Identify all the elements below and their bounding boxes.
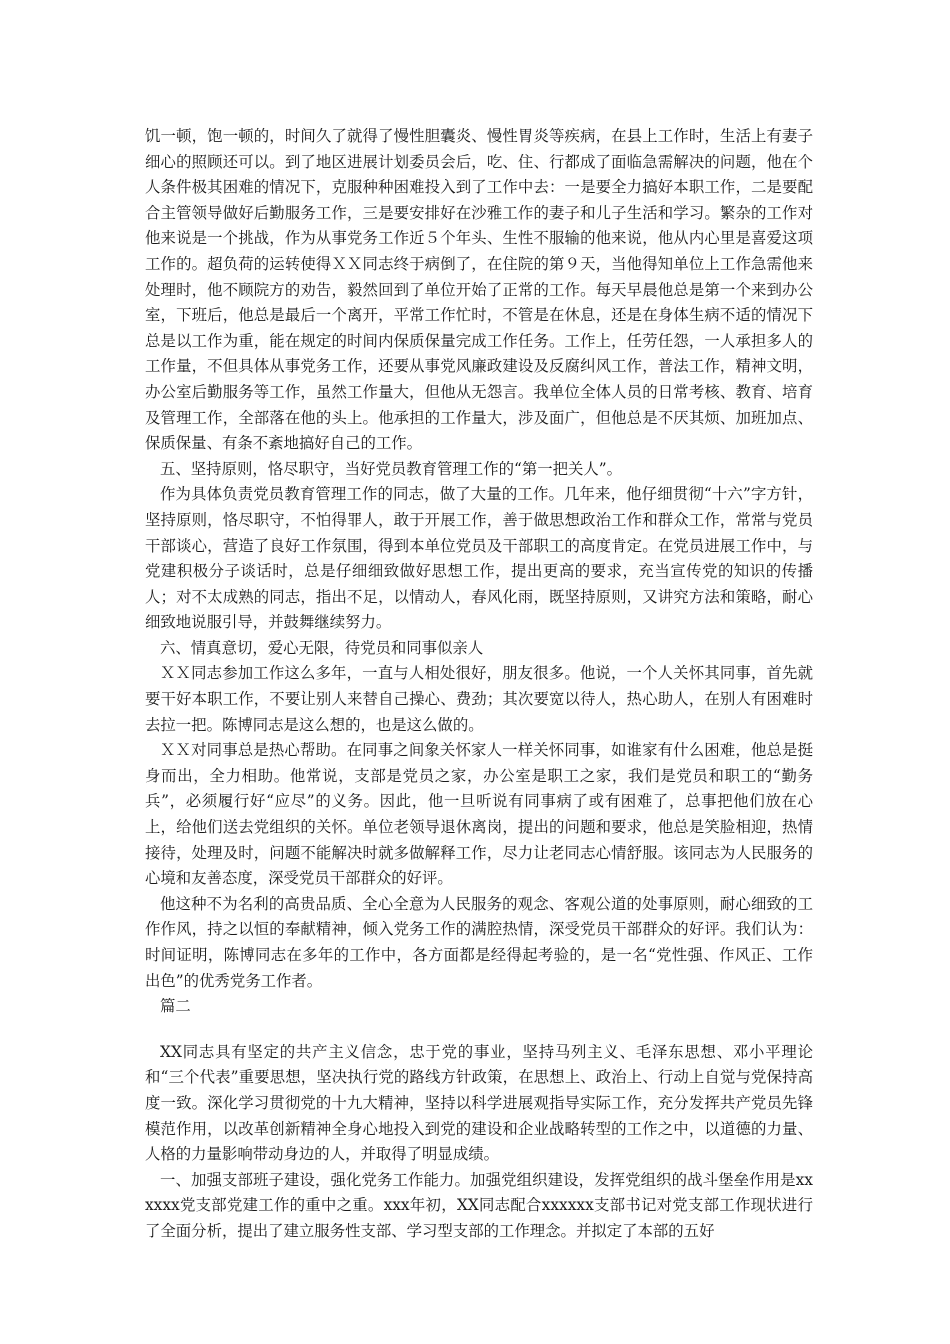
paragraph-helping-colleagues: ＸＸ对同事总是热心帮助。在同事之间象关怀家人一样关怀同事，如谁家有什么困难，他总是挺身而出，全力相助。他常说，支部是党员之家，办公室是职工之家，我们是党员和职工的“勤务兵”，必须履行好“应尽”的义务。因此，他一旦听说有同事病了或有困难了，总事把他们放在心上，给他们送去党组织的关怀。单位老领导退休离岗，提出的问题和要求，他总是笑脸相迎，热情接待，处理及时，问题不能解决时就多做解释工作，尽力让老同志心情舒服。该同志为人民服务的心境和友善态度，深受党员干部群众的好评。 [145, 741, 813, 888]
document-body [145, 124, 813, 1245]
section-heading-six: 六、情真意切，爱心无限，待党员和同事似亲人 [160, 638, 484, 657]
paragraph-colleague-relations: ＸＸ同志参加工作这么多年，一直与人相处很好，朋友很多。他说，一个人关怀其同事，首先就要干好本职工作，不要让别人来替自己操心、费劲；其次要宽以待人，热心助人，在别人有困难时去拉一把。陈博同志是这么想的，也是这么做的。 [145, 664, 813, 734]
blank-line [145, 1020, 813, 1040]
paragraph-conclusion: 他这种不为名利的高贵品质、全心全意为人民服务的观念、客观公道的处事原则，耐心细致的工作作风，持之以恒的奉献精神，倾入党务工作的满腔热情，深受党员干部群众的好评。我们认为：时间证明，陈博同志在多年的工作中，各方面都是经得起考验的，是一名“党性强、作风正、工作出色”的优秀党务工作者。 [145, 894, 813, 990]
paragraph-branch-building: 一、加强支部班子建设，强化党务工作能力。加强党组织建设，发挥党组织的战斗堡垒作用是xxxxxx党支部党建工作的重中之重。xxx年初，XX同志配合xxxxxx支部书记对党支部工作现状进行了全面分析，提出了建立服务性支部、学习型支部的工作理念。并拟定了本部的五好 [145, 1170, 813, 1240]
paragraph-party-education: 作为具体负责党员教育管理工作的同志，做了大量的工作。几年来，他仔细贯彻“十六”字方针，坚持原则，恪尽职守，不怕得罪人，敢于开展工作，善于做思想政治工作和群众工作，常常与党员干部谈心，营造了良好工作氛围，得到本单位党员及干部职工的高度肯定。在党员进展工作中，与党建积极分子谈话时，总是仔细细致做好思想工作，提出更高的要求，充当宣传党的知识的传播人；对不太成熟的同志，指出不足，以情动人，春风化雨，既坚持原则，又讲究方法和策略，耐心细致地说服引导，并鼓舞继续努力。 [145, 485, 813, 632]
part-two-heading: 篇二 [160, 997, 191, 1016]
paragraph-work-dedication: 饥一顿，饱一顿的，时间久了就得了慢性胆囊炎、慢性胃炎等疾病，在县上工作时，生活上有妻子细心的照顾还可以。到了地区进展计划委员会后，吃、住、行都成了面临急需解决的问题，他在个人条件极其困难的情况下，克服种种困难投入到了工作中去：一是要全力搞好本职工作，二是要配合主管领导做好后勤服务工作，三是要安排好在沙雅工作的妻子和儿子生活和学习。繁杂的工作对他来说是一个挑战，作为从事党务工作近５个年头、生性不服输的他来说，他从内心里是喜爱这项工作的。超负荷的运转使得ＸＸ同志终于病倒了，在住院的第９天，当他得知单位上工作急需他来处理时，他不顾院方的劝告，毅然回到了单位开始了正常的工作。每天早晨他总是第一个来到办公室，下班后，他总是最后一个离开，平常工作忙时，不管是在休息，还是在身体生病不适的情况下总是以工作为重，能在规定的时间内保质保量完成工作任务。工作上，任劳任怨，一人承担多人的工作量，不但具体从事党务工作，还要从事党风廉政建设及反腐纠风工作，普法工作，精神文明，办公室后勤服务等工作，虽然工作量大，但他从无怨言。我单位全体人员的日常考核、教育、培育及管理工作，全部落在他的头上。他承担的工作量大，涉及面广，但他总是不厌其烦、加班加点、保质保量、有条不紊地搞好自己的工作。 [145, 127, 813, 453]
section-heading-five: 五、坚持原则，恪尽职守，当好党员教育管理工作的“第一把关人”。 [160, 459, 623, 478]
paragraph-ideological-stance: XX同志具有坚定的共产主义信念，忠于党的事业，坚持马列主义、毛泽东思想、邓小平理论和“三个代表”重要思想，坚决执行党的路线方针政策，在思想上、政治上、行动上自觉与党保持高度一致。深化学习贯彻党的十九大精神，坚持以科学进展观指导实际工作，充分发挥共产党员先锋模范作用，以改革创新精神全身心地投入到党的建设和企业战略转型的工作之中，以道德的力量、人格的力量影响带动身边的人，并取得了明显成绩。 [145, 1042, 813, 1164]
